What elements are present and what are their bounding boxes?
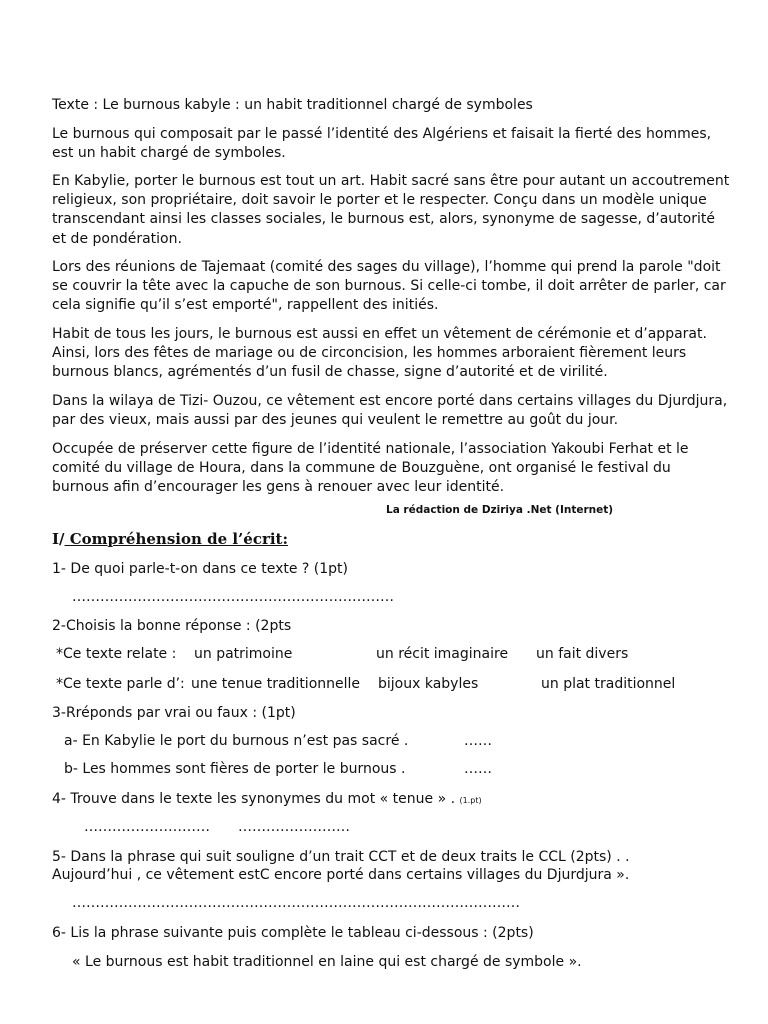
q2-row1-option-a: un patrimoine xyxy=(194,646,293,662)
section-prefix: I/ xyxy=(52,530,65,548)
q2-row2-lead: *Ce texte parle d’: xyxy=(56,676,185,692)
q3-blank-a: …… xyxy=(464,733,492,749)
answer-line-4a: ……………………… xyxy=(84,819,210,835)
q3-statement-b: b- Les hommes sont fières de porter le burnous . xyxy=(64,761,406,777)
source-credit: La rédaction de Dziriya .Net (Internet) xyxy=(386,504,614,516)
paragraph-3: Lors des réunions de Tajemaat (comité des sages du village), l’homme qui prend la parole "doit se couvrir la tête avec la capuche de son burnous. Si celle-ci tombe, il doit arrêter de parler, car cela signifie qu’il s’est emporté", rappellent des initiés. xyxy=(52,259,726,314)
question-1: 1- De quoi parle-t-on dans ce texte ? (1pt) xyxy=(52,561,349,577)
question-6-sentence: « Le burnous est habit traditionnel en laine qui est chargé de symbole ». xyxy=(72,954,582,970)
q2-row2-option-a: une tenue traditionnelle xyxy=(191,676,361,692)
paragraph-1: Le burnous qui composait par le passé l’identité des Algériens et faisait la fierté des hommes, est un habit chargé de symboles. xyxy=(52,126,712,162)
paragraph-4: Habit de tous les jours, le burnous est aussi en effet un vêtement de cérémonie et d’apparat. Ainsi, lors des fêtes de mariage ou de circoncision, les hommes arboraient fièrement leurs burnous blancs, agrémentés d’un fusil de chasse, signe d’autorité et de virilité. xyxy=(52,326,707,381)
answer-line-1: …………………………………………………………… xyxy=(72,589,394,605)
q2-row1-option-c: un fait divers xyxy=(536,646,629,662)
q2-row1-option-b: un récit imaginaire xyxy=(376,646,509,662)
question-4-label: 4- Trouve dans le texte les synonymes du mot « tenue » . xyxy=(52,791,456,807)
answer-line-4b: …………………… xyxy=(238,819,350,835)
q2-row1-lead: *Ce texte relate : xyxy=(56,646,177,662)
question-5: 5- Dans la phrase qui suit souligne d’un trait CCT et de deux traits le CCL (2pts) . . xyxy=(52,849,630,865)
q2-row2-option-c: un plat traditionnel xyxy=(541,676,676,692)
question-5-sentence: Aujourd’hui , ce vêtement estC encore porté dans certains villages du Djurdjura ». xyxy=(52,867,630,883)
section-title: Compréhension de l’écrit: xyxy=(64,530,289,548)
paragraph-6: Occupée de préserver cette figure de l’identité nationale, l’association Yakoubi Ferhat et le comité du village de Houra, dans la commune de Bouzguène, ont organisé le festival du burnous afin d’encourager les gens à renouer avec leur identité. xyxy=(52,441,689,496)
q2-row2-option-b: bijoux kabyles xyxy=(378,676,479,692)
question-2: 2-Choisis la bonne réponse : (2pts xyxy=(52,618,292,634)
paragraph-2: En Kabylie, porter le burnous est tout un art. Habit sacré sans être pour autant un accoutrement religieux, son propriétaire, doit savoir le porter et le respecter. Conçu dans un modèle unique transcendant ainsi les classes sociales, le burnous est, alors, synonyme de sagesse, d’autorité et de pondération. xyxy=(52,173,730,247)
section-heading xyxy=(52,530,288,548)
text-title: Texte : Le burnous kabyle : un habit traditionnel chargé de symboles xyxy=(52,97,533,113)
question-3: 3-Rréponds par vrai ou faux : (1pt) xyxy=(52,705,296,721)
q3-statement-a: a- En Kabylie le port du burnous n’est pas sacré . xyxy=(64,733,409,749)
question-4 xyxy=(52,790,482,810)
answer-line-5: …………………………………………………………………………………… xyxy=(72,895,520,911)
question-6: 6- Lis la phrase suivante puis complète le tableau ci-dessous : (2pts) xyxy=(52,925,534,941)
question-4-points: (1.pt) xyxy=(459,796,482,805)
q3-blank-b: …… xyxy=(464,761,492,777)
paragraph-5: Dans la wilaya de Tizi- Ouzou, ce vêtement est encore porté dans certains villages du Djurdjura, par des vieux, mais aussi par des jeunes qui veulent le remettre au goût du jour. xyxy=(52,393,728,429)
